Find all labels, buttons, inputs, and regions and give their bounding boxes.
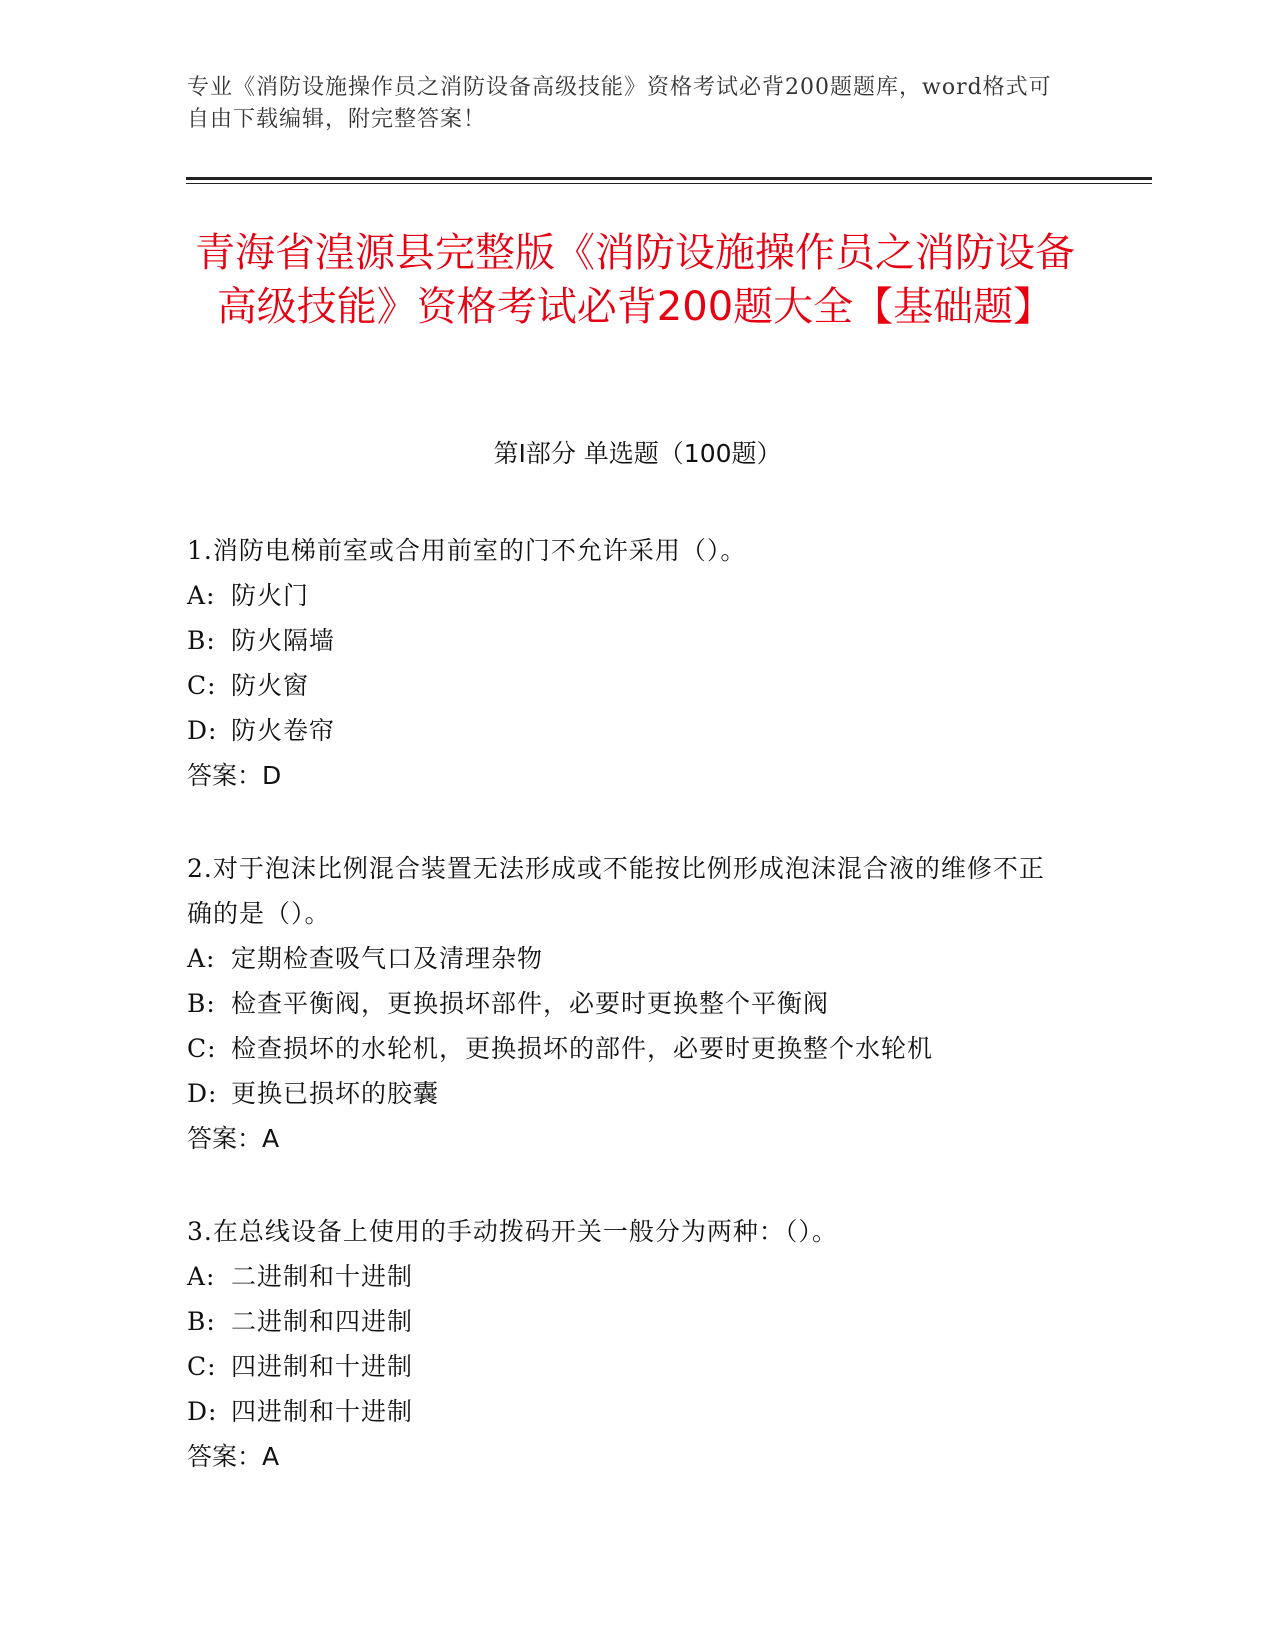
option-key: C: — [187, 1034, 217, 1063]
section-title: 第I部分 单选题（100题） — [493, 439, 782, 468]
document-title: 青海省湟源县完整版《消防设施操作员之消防设备高级技能》资格考试必背200题大全【基础题】 — [195, 230, 1075, 330]
option-text: 二进制和十进制 — [231, 1262, 414, 1291]
option-text: 防火卷帘 — [231, 716, 336, 745]
option-key: B: — [187, 989, 216, 1018]
question-number: 3. — [187, 1217, 213, 1246]
header-note: 专业《消防设施操作员之消防设备高级技能》资格考试必背200题题库，word格式可自由下载编辑，附完整答案！ — [187, 75, 1052, 132]
answer-line: 答案：A — [187, 1442, 280, 1471]
question-1 — [187, 528, 1067, 798]
question-stem: 消防电梯前室或合用前室的门不允许采用（）。 — [212, 536, 747, 565]
option-d — [187, 708, 1067, 753]
option-a — [187, 1254, 1067, 1299]
option-key: A: — [187, 944, 216, 973]
option-d — [187, 1389, 1067, 1434]
option-text: 二进制和四进制 — [231, 1307, 414, 1336]
option-text: 定期检查吸气口及清理杂物 — [231, 944, 544, 973]
option-key: D: — [187, 716, 218, 745]
option-key: C: — [187, 671, 217, 700]
question-stem: 对于泡沫比例混合装置无法形成或不能按比例形成泡沫混合液的维修不正确的是（）。 — [187, 854, 1045, 928]
header-divider-thin — [186, 183, 1152, 184]
option-key: A: — [187, 1262, 216, 1291]
option-text: 四进制和十进制 — [231, 1352, 414, 1381]
question-3 — [187, 1209, 1067, 1479]
option-text: 防火窗 — [231, 671, 310, 700]
option-key: A: — [187, 581, 216, 610]
option-d — [187, 1071, 1067, 1116]
option-text: 防火隔墙 — [231, 626, 336, 655]
option-key: B: — [187, 1307, 216, 1336]
header-divider-thick — [186, 177, 1152, 180]
option-key: B: — [187, 626, 216, 655]
option-key: C: — [187, 1352, 217, 1381]
option-c — [187, 663, 1067, 708]
question-list — [187, 528, 1067, 1527]
option-text: 更换已损坏的胶囊 — [231, 1079, 440, 1108]
option-b — [187, 1299, 1067, 1344]
question-2 — [187, 846, 1067, 1161]
option-text: 检查平衡阀，更换损坏部件，必要时更换整个平衡阀 — [231, 989, 830, 1018]
option-c — [187, 1344, 1067, 1389]
option-a — [187, 936, 1067, 981]
option-key: D: — [187, 1397, 218, 1426]
answer-line: 答案：D — [187, 761, 282, 790]
option-a — [187, 573, 1067, 618]
option-text: 检查损坏的水轮机，更换损坏的部件，必要时更换整个水轮机 — [231, 1034, 934, 1063]
question-text — [187, 1209, 1067, 1254]
option-b — [187, 981, 1067, 1026]
question-stem: 在总线设备上使用的手动拨码开关一般分为两种：（）。 — [212, 1217, 838, 1246]
question-number: 2. — [187, 854, 213, 883]
option-b — [187, 618, 1067, 663]
option-c — [187, 1026, 1067, 1071]
question-text — [187, 528, 1067, 573]
question-text — [187, 846, 1067, 936]
option-text: 四进制和十进制 — [231, 1397, 414, 1426]
answer-line: 答案：A — [187, 1124, 280, 1153]
option-text: 防火门 — [231, 581, 310, 610]
option-key: D: — [187, 1079, 218, 1108]
question-number: 1. — [187, 536, 213, 565]
